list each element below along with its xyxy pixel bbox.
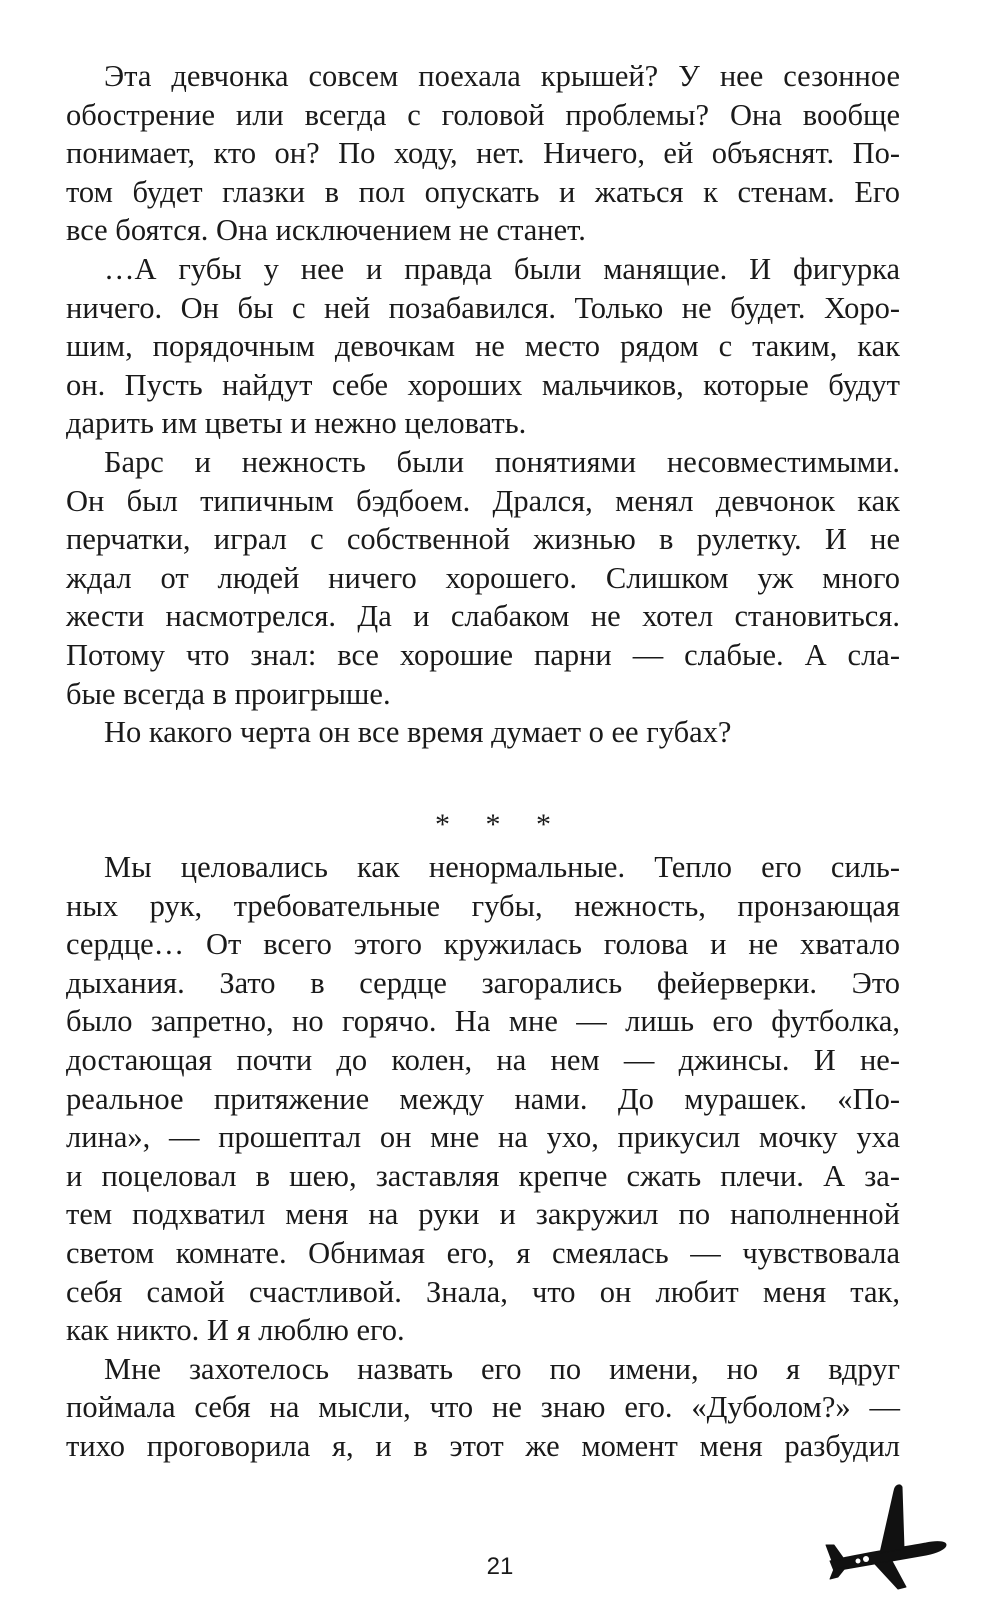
text-line: дарить им цветы и нежно целовать.: [66, 406, 527, 441]
text-line: ждал от людей ничего хорошего. Слишком уж много: [66, 560, 900, 595]
text-line: ничего. Он бы с ней позабавился. Только не будет. Хоро-: [66, 290, 900, 325]
text-line: Мне захотелось назвать его по имени, но я вдруг: [104, 1351, 900, 1386]
text-line: поймала себя на мысли, что не знаю его. «Дуболом?» —: [66, 1390, 900, 1425]
text-line: понимает, кто он? По ходу, нет. Ничего, ей объяснят. По-: [66, 136, 900, 171]
text-section-1: [66, 57, 900, 752]
text-line: Потому что знал: все хорошие парни — слабые. А сла-: [66, 637, 900, 672]
text-line: ных рук, требовательные губы, нежность, пронзающая: [66, 888, 900, 923]
paragraph: [66, 848, 900, 1350]
text-line: все боятся. Она исключением не станет.: [66, 213, 586, 248]
paragraph: [66, 57, 900, 250]
text-line: как никто. И я люблю его.: [66, 1313, 405, 1348]
text-line: обострение или всегда с головой проблемы? Она вообще: [66, 97, 900, 132]
text-line: достающая почти до колен, на нем — джинсы. И не-: [66, 1042, 900, 1077]
text-line: дыхания. Зато в сердце загорались фейерверки. Это: [66, 965, 900, 1000]
text-line: он. Пусть найдут себе хороших мальчиков, которые будут: [66, 367, 900, 402]
text-line: светом комнате. Обнимая его, я смеялась — чувствовала: [66, 1235, 900, 1270]
text-line: бые всегда в проигрыше.: [66, 676, 391, 711]
text-line: шим, порядочным девочкам не место рядом с таким, как: [66, 329, 900, 364]
paragraph: [66, 443, 900, 713]
section-separator: * * *: [435, 808, 565, 841]
text-line: Барс и нежность были понятиями несовместимыми.: [104, 444, 900, 479]
text-line: и поцеловал в шею, заставляя крепче сжать плечи. А за-: [66, 1158, 900, 1193]
paragraph: [66, 713, 900, 752]
text-line: себя самой счастливой. Знала, что он любит меня так,: [66, 1274, 900, 1309]
text-line: сердце… От всего этого кружилась голова и не хватало: [66, 927, 900, 962]
text-line: было запретно, но горячо. На мне — лишь его футболка,: [66, 1004, 900, 1039]
airplane-icon: [822, 1475, 952, 1595]
text-line: тихо проговорила я, и в этот же момент меня разбудил: [66, 1428, 900, 1463]
page-number: 21: [486, 1553, 514, 1580]
text-line: реальное притяжение между нами. До мурашек. «По-: [66, 1081, 900, 1116]
text-line: Эта девчонка совсем поехала крышей? У нее сезонное: [104, 59, 900, 93]
paragraph: [66, 1350, 900, 1466]
text-line: жести насмотрелся. Да и слабаком не хотел становиться.: [66, 599, 900, 634]
text-line: …А губы у нее и правда были манящие. И фигурка: [104, 251, 900, 286]
text-line: лина», — прошептал он мне на ухо, прикусил мочку уха: [66, 1120, 900, 1155]
text-line: Мы целовались как ненормальные. Тепло его силь-: [104, 850, 900, 884]
text-line: том будет глазки в пол опускать и жаться к стенам. Его: [66, 174, 900, 209]
text-line: перчатки, играл с собственной жизнью в рулетку. И не: [66, 522, 900, 557]
paragraph: [66, 250, 900, 443]
text-line: тем подхватил меня на руки и закружил по наполненной: [66, 1197, 900, 1232]
text-section-2: [66, 848, 900, 1466]
text-line: Но какого черта он все время думает о ее губах?: [104, 715, 732, 750]
text-line: Он был типичным бэдбоем. Дрался, менял девчонок как: [66, 483, 900, 518]
